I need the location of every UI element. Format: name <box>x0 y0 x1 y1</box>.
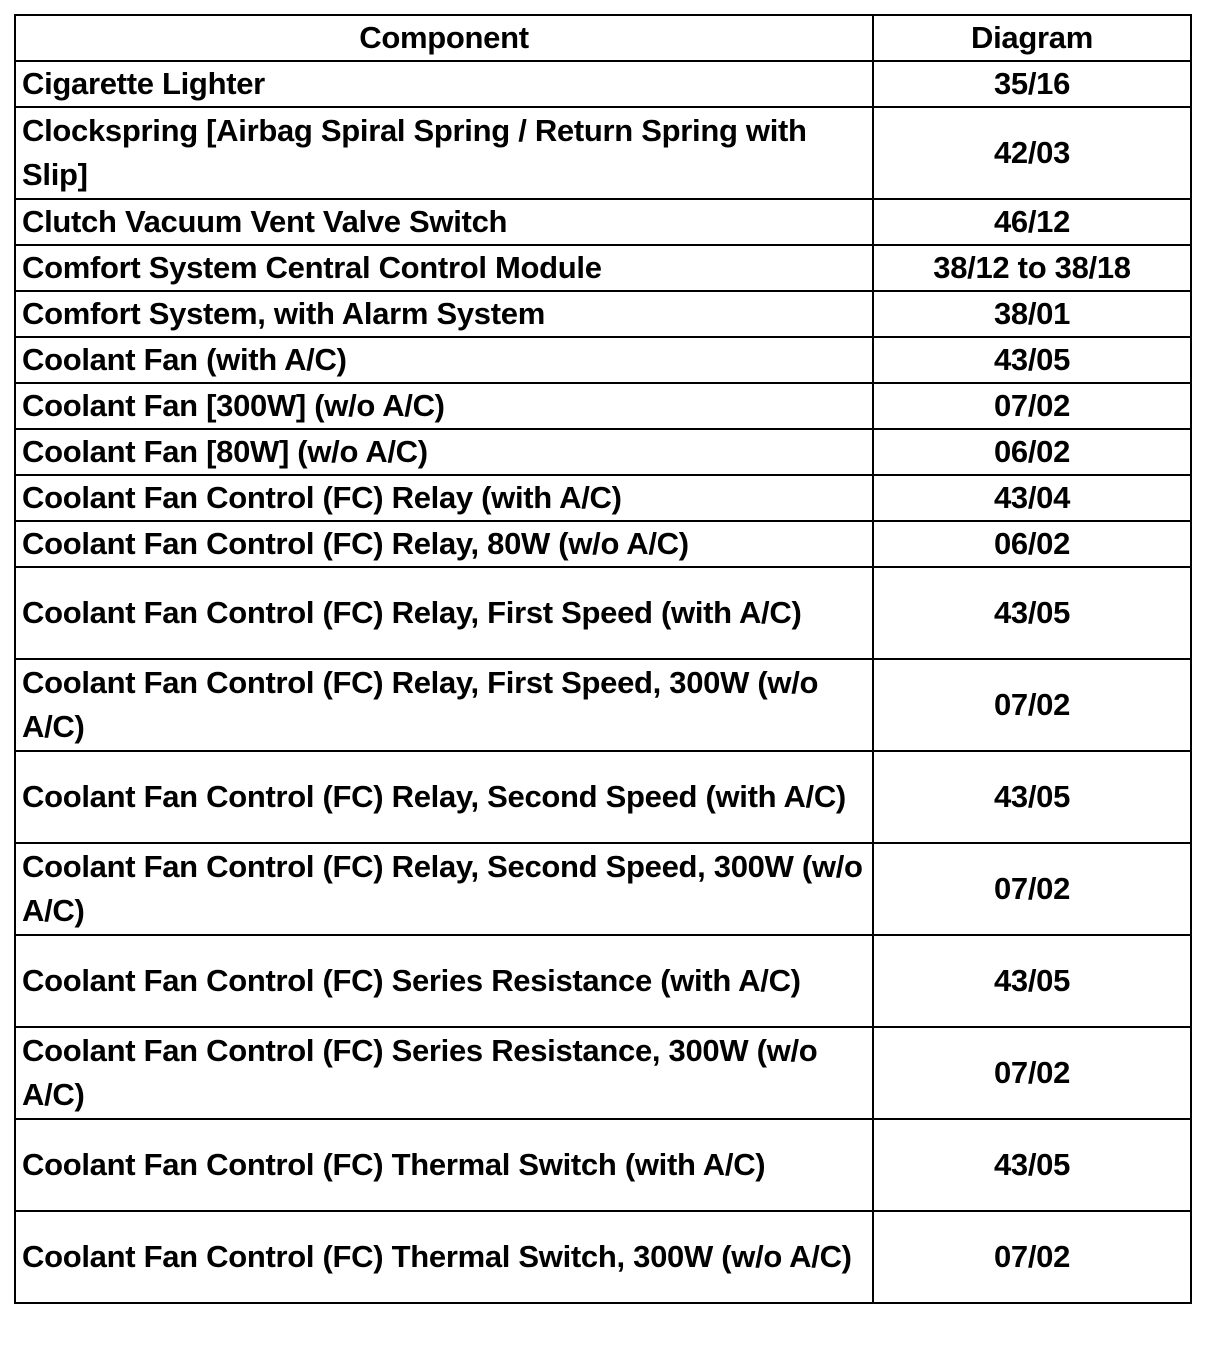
diagram-cell: 06/02 <box>873 429 1191 475</box>
component-cell: Coolant Fan Control (FC) Thermal Switch (with A/C) <box>15 1119 873 1211</box>
diagram-cell: 07/02 <box>873 1211 1191 1303</box>
table-header-row <box>15 15 1191 61</box>
component-cell: Comfort System, with Alarm System <box>15 291 873 337</box>
table-row <box>15 659 1191 751</box>
table-row <box>15 843 1191 935</box>
component-cell: Coolant Fan (with A/C) <box>15 337 873 383</box>
component-diagram-table-container <box>14 14 1192 1304</box>
table-row <box>15 1027 1191 1119</box>
table-row <box>15 567 1191 659</box>
component-diagram-table <box>14 14 1192 1304</box>
component-cell: Cigarette Lighter <box>15 61 873 107</box>
diagram-cell: 07/02 <box>873 1027 1191 1119</box>
diagram-cell: 35/16 <box>873 61 1191 107</box>
diagram-cell: 43/04 <box>873 475 1191 521</box>
component-cell: Coolant Fan Control (FC) Series Resistance (with A/C) <box>15 935 873 1027</box>
component-cell: Coolant Fan Control (FC) Thermal Switch, 300W (w/o A/C) <box>15 1211 873 1303</box>
component-cell: Coolant Fan Control (FC) Relay (with A/C) <box>15 475 873 521</box>
diagram-cell: 38/12 to 38/18 <box>873 245 1191 291</box>
table-row <box>15 751 1191 843</box>
diagram-cell: 07/02 <box>873 659 1191 751</box>
diagram-cell: 46/12 <box>873 199 1191 245</box>
diagram-cell: 43/05 <box>873 567 1191 659</box>
table-row <box>15 429 1191 475</box>
table-row <box>15 1119 1191 1211</box>
component-cell: Coolant Fan Control (FC) Relay, 80W (w/o A/C) <box>15 521 873 567</box>
table-row <box>15 291 1191 337</box>
table-row <box>15 935 1191 1027</box>
component-cell: Coolant Fan Control (FC) Series Resistance, 300W (w/o A/C) <box>15 1027 873 1119</box>
column-header-diagram: Diagram <box>873 15 1191 61</box>
table-row <box>15 245 1191 291</box>
diagram-cell: 43/05 <box>873 337 1191 383</box>
component-cell: Clutch Vacuum Vent Valve Switch <box>15 199 873 245</box>
diagram-cell: 06/02 <box>873 521 1191 567</box>
component-cell: Coolant Fan [300W] (w/o A/C) <box>15 383 873 429</box>
table-row <box>15 475 1191 521</box>
component-cell: Coolant Fan Control (FC) Relay, First Speed, 300W (w/o A/C) <box>15 659 873 751</box>
table-row <box>15 199 1191 245</box>
component-cell: Clockspring [Airbag Spiral Spring / Return Spring with Slip] <box>15 107 873 199</box>
diagram-cell: 07/02 <box>873 843 1191 935</box>
table-row <box>15 337 1191 383</box>
diagram-cell: 43/05 <box>873 751 1191 843</box>
table-row <box>15 1211 1191 1303</box>
table-row <box>15 521 1191 567</box>
table-row <box>15 107 1191 199</box>
column-header-component: Component <box>15 15 873 61</box>
table-row <box>15 61 1191 107</box>
diagram-cell: 43/05 <box>873 935 1191 1027</box>
component-cell: Comfort System Central Control Module <box>15 245 873 291</box>
diagram-cell: 42/03 <box>873 107 1191 199</box>
diagram-cell: 38/01 <box>873 291 1191 337</box>
component-cell: Coolant Fan [80W] (w/o A/C) <box>15 429 873 475</box>
component-cell: Coolant Fan Control (FC) Relay, Second Speed (with A/C) <box>15 751 873 843</box>
diagram-cell: 07/02 <box>873 383 1191 429</box>
component-cell: Coolant Fan Control (FC) Relay, First Speed (with A/C) <box>15 567 873 659</box>
component-cell: Coolant Fan Control (FC) Relay, Second Speed, 300W (w/o A/C) <box>15 843 873 935</box>
table-row <box>15 383 1191 429</box>
diagram-cell: 43/05 <box>873 1119 1191 1211</box>
